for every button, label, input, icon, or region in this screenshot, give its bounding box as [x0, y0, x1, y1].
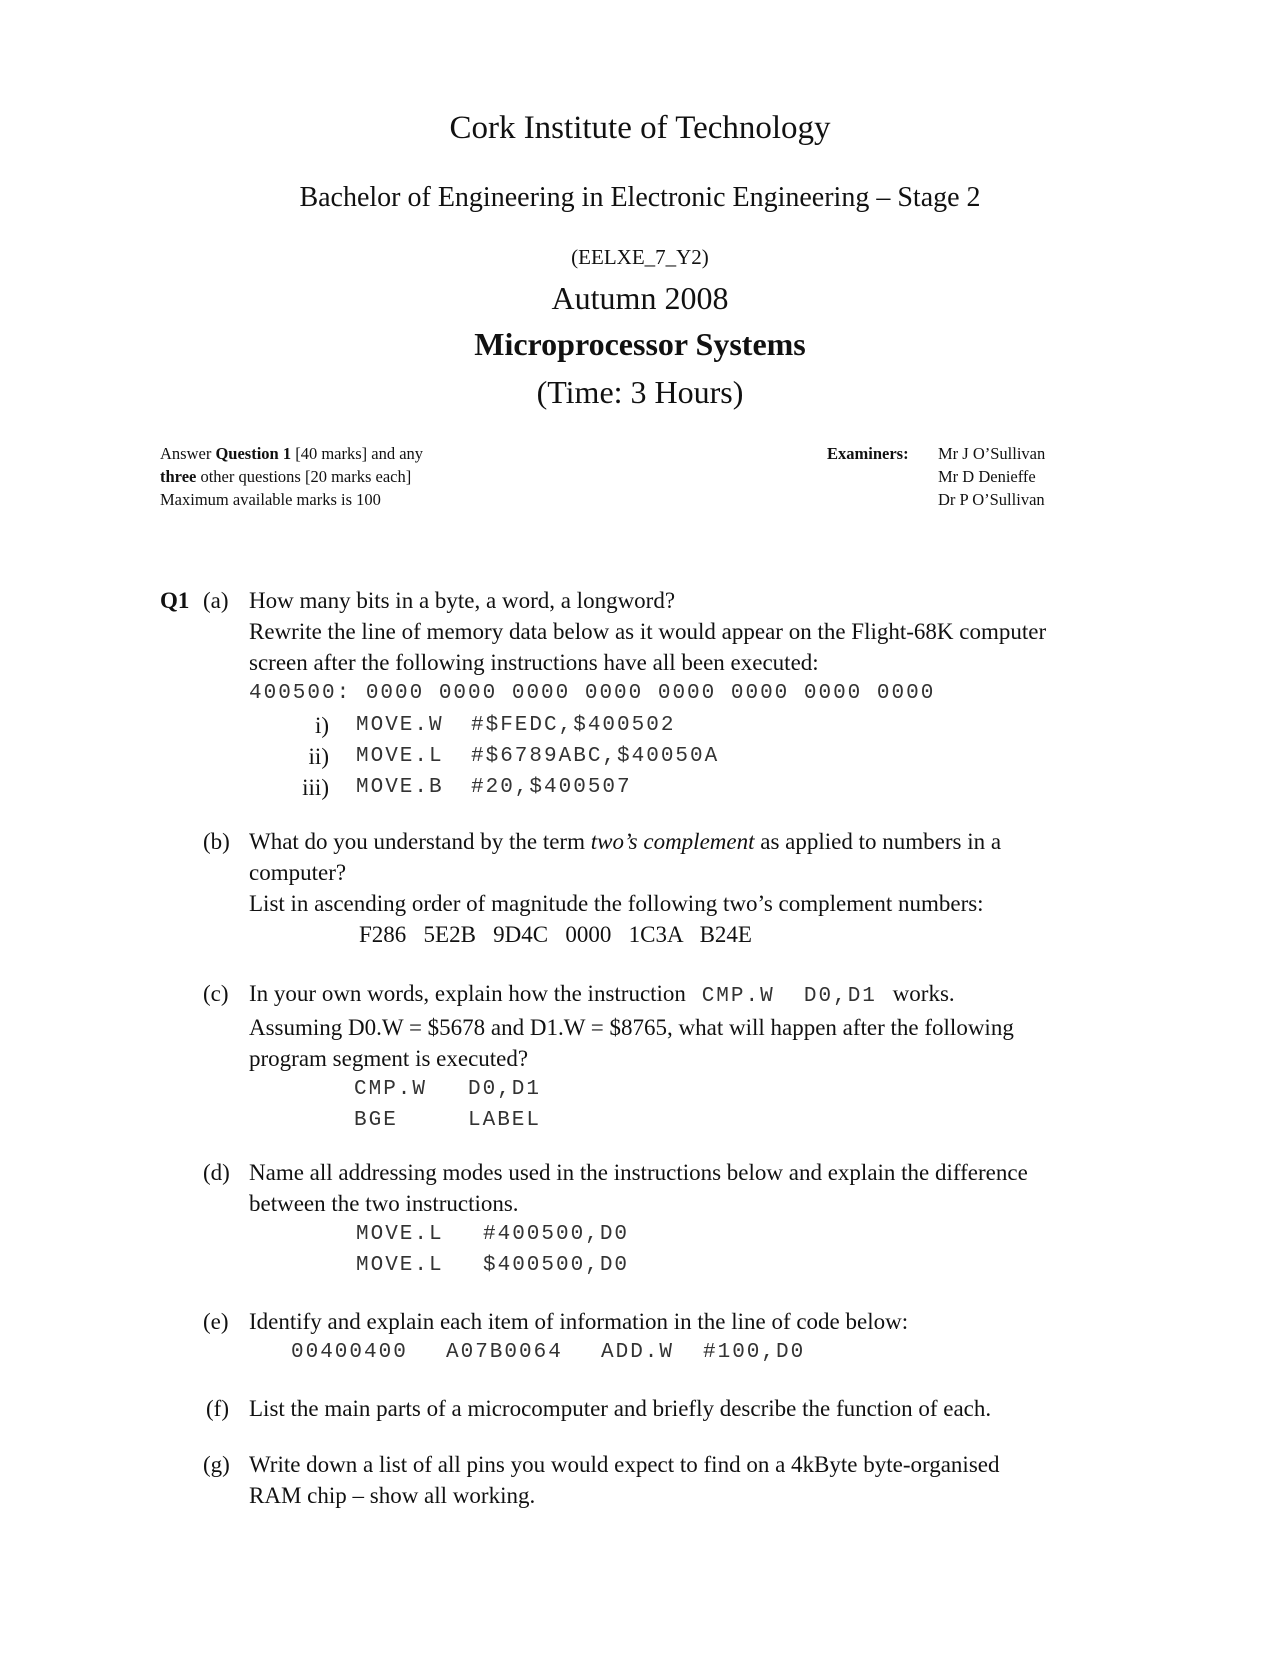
instruction-line-3: Maximum available marks is 100 — [160, 490, 381, 509]
examiners-list — [938, 442, 1045, 511]
inline-code: CMP.W D0,D1 — [701, 985, 877, 1008]
term-emphasis: two’s complement — [590, 829, 755, 854]
instruction-item: iii) MOVE.B #20,$400507 — [302, 775, 632, 800]
part-f-text: List the main parts of a microcomputer and briefly describe the function of each. — [249, 1396, 992, 1421]
subject-title: Microprocessor Systems — [474, 326, 806, 362]
examiner-name: Mr J O’Sullivan — [938, 444, 1046, 463]
code-line: 00400400 A07B0064 ADD.W #100,D0 — [291, 1341, 806, 1364]
part-d-text: Name all addressing modes used in the instructions below and explain the difference between the two instructions. MOVE.L #400500,D0 MOVE.L $400500,D0 — [249, 1157, 1028, 1281]
code-line: CMP.W D0,D1 — [354, 1078, 542, 1101]
exam-session: Autumn 2008 — [551, 280, 729, 316]
part-g-label: (g) — [203, 1452, 230, 1477]
institute-title: Cork Institute of Technology — [449, 110, 831, 146]
code-line: MOVE.L #400500,D0 — [356, 1223, 630, 1246]
part-d-label: (d) — [203, 1160, 230, 1185]
part-g-text: Write down a list of all pins you would expect to find on a 4kByte byte-organised RAM chip – show all working. — [249, 1452, 1000, 1508]
part-c-label: (c) — [203, 981, 229, 1006]
part-b-text: What do you understand by the term two’s complement as applied to numbers in a computer? List in ascending order of magnitude the following two’s complement numbers: F286 5E2B 9D4C 0000 1C3A B24E — [249, 826, 1001, 950]
part-c-text: In your own words, explain how the instruction CMP.W D0,D1 works. Assuming D0.W = $5678 and D1.W = $8765, what will happen after the following program segment is executed? CMP.W D0,D1 BGE LABEL — [249, 978, 1014, 1136]
code-line: MOVE.L $400500,D0 — [356, 1254, 630, 1277]
examiner-name: Dr P O’Sullivan — [938, 490, 1045, 509]
part-a-instructions — [249, 710, 720, 803]
instructions — [160, 442, 423, 511]
part-e-label: (e) — [203, 1309, 229, 1334]
part-a-text: How many bits in a byte, a word, a longword? Rewrite the line of memory data below as it would appear on the Flight-68K computer screen after the following instructions have all been executed: — [249, 588, 1047, 675]
instruction-line-1: Answer Question 1 [40 marks] and any — [160, 444, 424, 463]
memory-line: 400500: 0000 0000 0000 0000 0000 0000 0000 0000 — [249, 682, 936, 705]
code-line: BGE LABEL — [354, 1109, 542, 1132]
part-a-label: (a) — [203, 588, 229, 613]
examiner-name: Mr D Denieffe — [938, 467, 1036, 486]
part-f-label: (f) — [206, 1396, 229, 1421]
number-list: F286 5E2B 9D4C 0000 1C3A B24E — [359, 922, 752, 947]
instruction-item: ii) MOVE.L #$6789ABC,$40050A — [308, 744, 720, 769]
instruction-item: i) MOVE.W #$FEDC,$400502 — [314, 713, 676, 738]
course-code: (EELXE_7_Y2) — [571, 245, 709, 269]
examiners-label: Examiners: — [827, 444, 909, 463]
instruction-line-2: three other questions [20 marks each] — [160, 467, 412, 486]
programme-title: Bachelor of Engineering in Electronic Engineering – Stage 2 — [299, 182, 981, 213]
part-b-label: (b) — [203, 829, 230, 854]
exam-duration: (Time: 3 Hours) — [536, 374, 744, 410]
question-number: Q1 — [160, 588, 190, 613]
part-e-text: Identify and explain each item of information in the line of code below: 00400400 A07B0064 ADD.W #100,D0 — [249, 1306, 908, 1368]
